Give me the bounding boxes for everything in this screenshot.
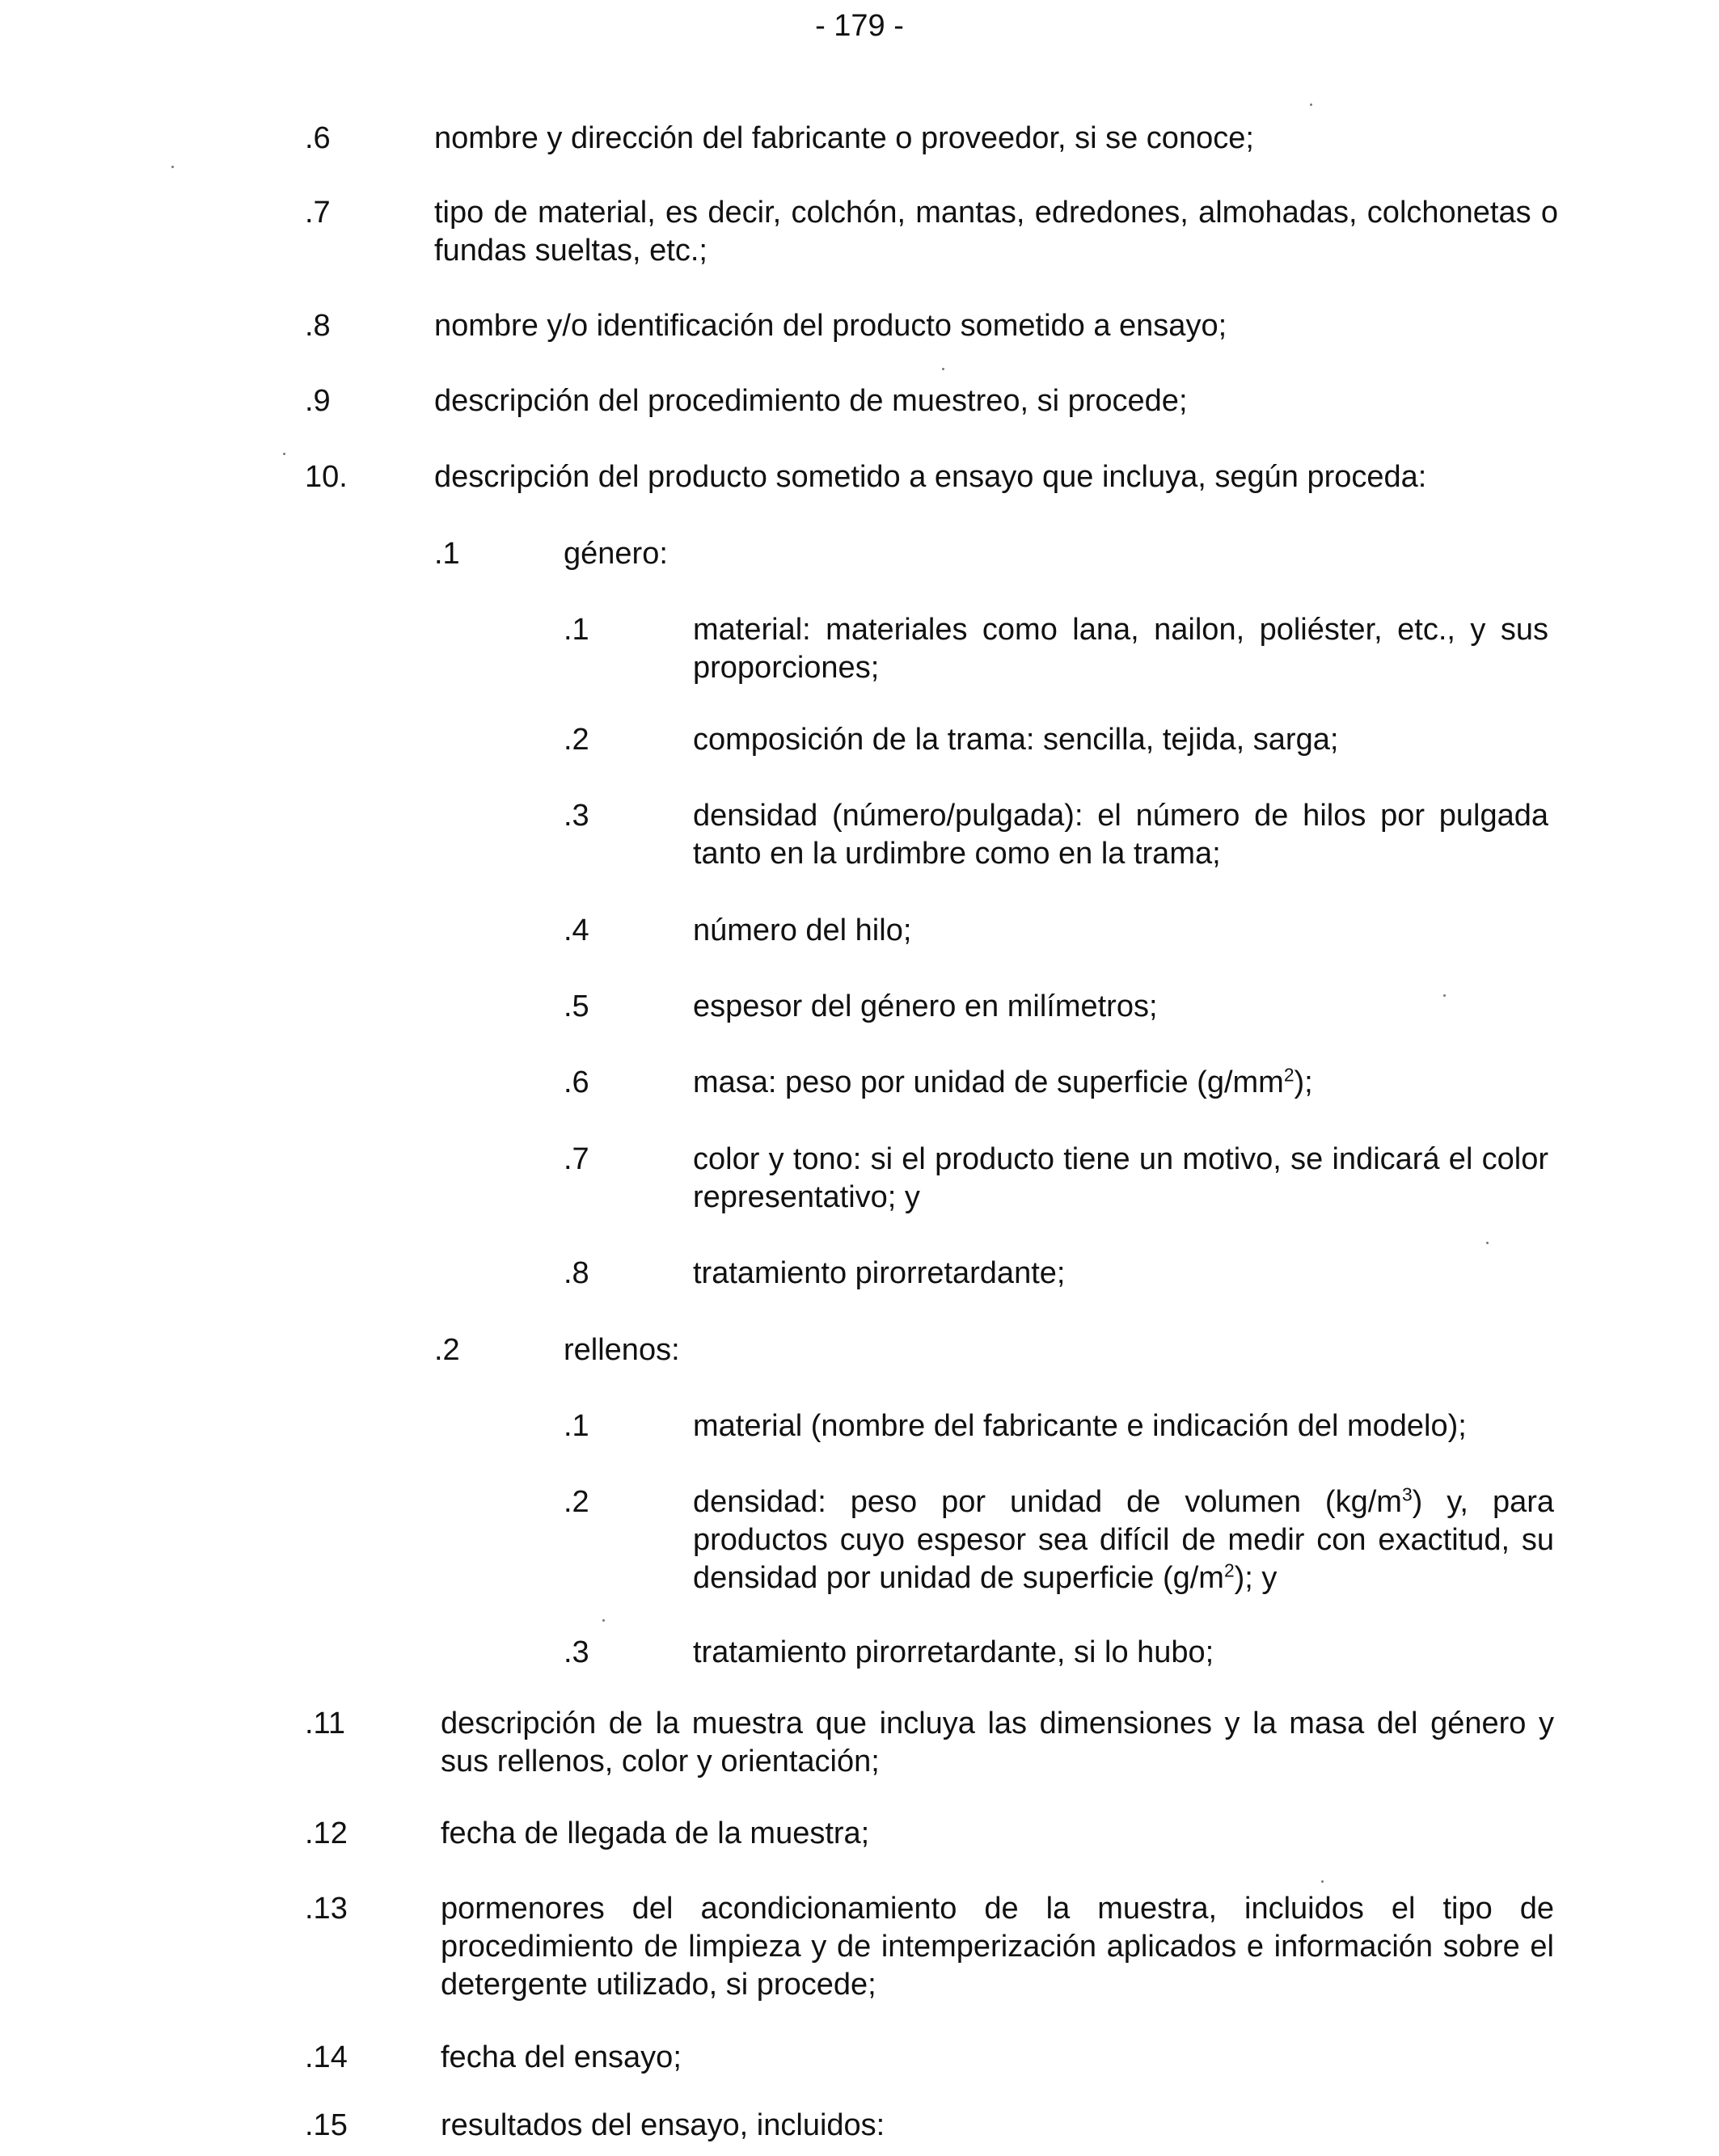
item-text: composición de la trama: sencilla, tejida, sarga; — [693, 723, 1339, 757]
item-text — [693, 1483, 1554, 1597]
item-number: .3 — [564, 1635, 589, 1669]
item-text: tratamiento pirorretardante; — [693, 1256, 1066, 1290]
item-number: .13 — [305, 1892, 348, 1926]
item-text: rellenos: — [564, 1333, 680, 1367]
item-text: descripción de la muestra que incluya las dimensiones y la masa del género y sus rellenos, color y orientación; — [441, 1707, 1554, 1778]
scan-speck — [1321, 1880, 1324, 1883]
item-text: tratamiento pirorretardante, si lo hubo; — [693, 1635, 1214, 1669]
item-number: .1 — [564, 613, 589, 647]
item-number: .2 — [564, 1485, 589, 1519]
scan-speck — [602, 1619, 605, 1622]
item-text: número del hilo; — [693, 913, 912, 947]
superscript: 2 — [1223, 1559, 1235, 1581]
item-text: nombre y/o identificación del producto sometido a ensayo; — [434, 309, 1227, 343]
item-number: .1 — [564, 1409, 589, 1443]
scan-speck — [1486, 1242, 1489, 1244]
item-text: densidad (número/pulgada): el número de hilos por pulgada tanto en la urdimbre como en la trama; — [693, 799, 1548, 871]
item-text: fecha de llegada de la muestra; — [441, 1816, 870, 1850]
item-text: tipo de material, es decir, colchón, mantas, edredones, almohadas, colchonetas o fundas sueltas, etc.; — [434, 196, 1558, 268]
item-number: .3 — [564, 799, 589, 833]
item-text — [693, 1064, 1548, 1102]
item-text: descripción del producto sometido a ensayo que incluya, según proceda: — [434, 460, 1427, 494]
text-part: ) y, para productos cuyo espesor sea difícil de medir con exactitud, su densidad por unidad de superficie (g/m — [693, 1485, 1555, 1595]
text-part: densidad: peso por unidad de volumen (kg/m — [693, 1485, 1402, 1519]
item-number: .4 — [564, 913, 589, 947]
item-text: material (nombre del fabricante e indicación del modelo); — [693, 1409, 1467, 1443]
item-number: .1 — [434, 537, 460, 571]
text-part: masa: peso por unidad de superficie (g/mm — [693, 1065, 1284, 1099]
item-number: .7 — [305, 196, 331, 230]
item-number: .14 — [305, 2040, 348, 2074]
scan-speck — [1443, 994, 1446, 997]
item-number: .7 — [564, 1142, 589, 1176]
item-text: descripción del procedimiento de muestreo, si procede; — [434, 384, 1188, 418]
item-number: .2 — [564, 723, 589, 757]
scan-speck — [283, 453, 285, 455]
item-number: .6 — [564, 1065, 589, 1099]
page-number: - 179 - — [815, 9, 904, 43]
item-text: género: — [564, 537, 668, 571]
scan-speck — [1310, 103, 1312, 106]
item-number: .5 — [564, 989, 589, 1023]
scan-speck — [942, 368, 944, 370]
item-number: .8 — [564, 1256, 589, 1290]
text-part: ); y — [1234, 1561, 1278, 1595]
item-number: .8 — [305, 309, 331, 343]
superscript: 2 — [1283, 1064, 1295, 1086]
text-part: ); — [1294, 1065, 1313, 1099]
item-number: .9 — [305, 384, 331, 418]
item-text: nombre y dirección del fabricante o proveedor, si se conoce; — [434, 121, 1254, 155]
item-number: .6 — [305, 121, 331, 155]
item-text: material: materiales como lana, nailon, poliéster, etc., y sus proporciones; — [693, 613, 1548, 685]
item-number: .2 — [434, 1333, 460, 1367]
item-number: .11 — [305, 1707, 346, 1740]
item-number: .15 — [305, 2108, 348, 2142]
superscript: 3 — [1401, 1483, 1413, 1505]
item-text: resultados del ensayo, incluidos: — [441, 2108, 885, 2142]
item-text: espesor del género en milímetros; — [693, 989, 1158, 1023]
item-number: .12 — [305, 1816, 348, 1850]
item-text: pormenores del acondicionamiento de la muestra, incluidos el tipo de procedimiento de limpieza y de intemperización aplicados e información sobre el detergente utilizado, si procede; — [441, 1892, 1554, 2002]
item-text: color y tono: si el producto tiene un motivo, se indicará el color representativo; y — [693, 1142, 1548, 1214]
scan-speck — [171, 166, 174, 168]
item-text: fecha del ensayo; — [441, 2040, 682, 2074]
item-number: 10. — [305, 460, 348, 494]
